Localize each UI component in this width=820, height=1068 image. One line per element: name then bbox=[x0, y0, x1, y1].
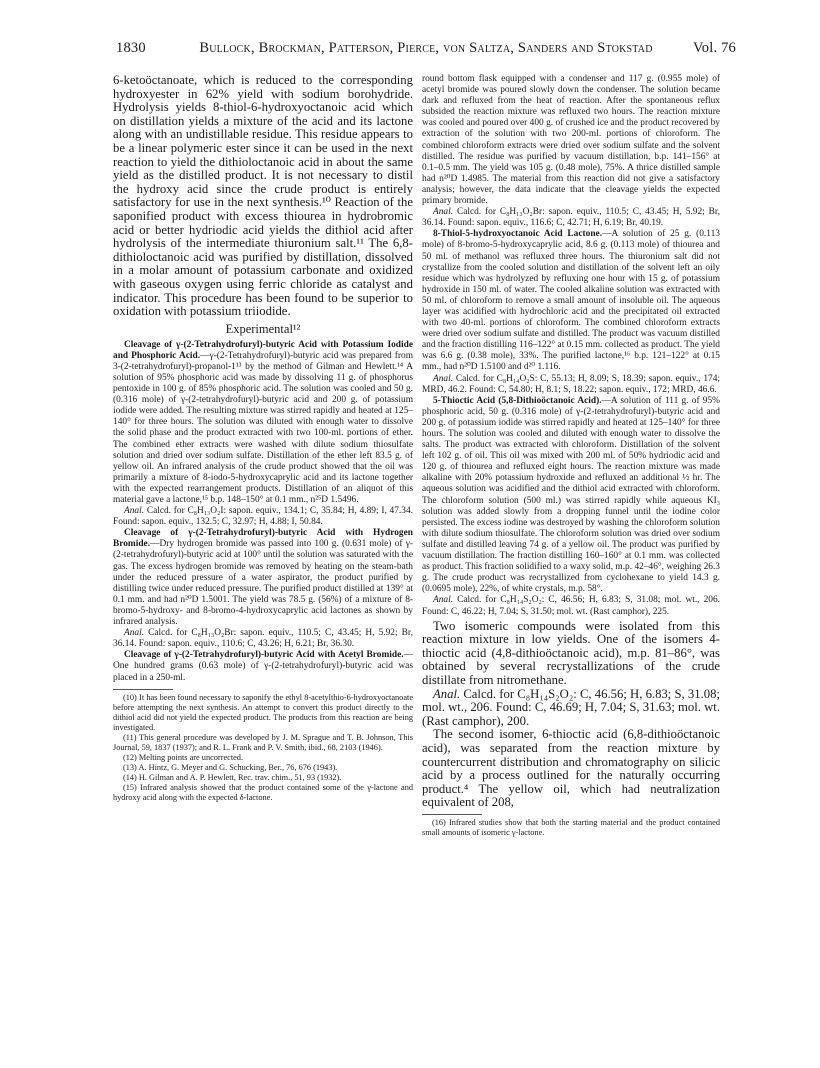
analysis-paragraph bbox=[422, 207, 720, 229]
analysis-text: Calcd. for C₈H₁₃O₂I: sapon. equiv., 134.1; C, 35.84; H, 4.89; I, 47.34. Found: sapon. equiv., 132.5; C, 32.97; H, 4.88; I, 50.84. bbox=[113, 506, 413, 528]
section-heading: 8-Thiol-5-hydroxyoctanoic Acid Lactone. bbox=[433, 229, 603, 240]
footnote-divider bbox=[113, 689, 173, 690]
second-isomer-paragraph: The second isomer, 6-thioctic acid (6,8-dithioöctanoic acid), was separated from the reaction mixture by countercurrent distribution and chromatography on silicic acid by a process outlined for the naturally occurring product.⁴ The yellow oil, which had neutralization equivalent of 208, bbox=[422, 727, 720, 810]
volume-label: Vol. 76 bbox=[692, 40, 736, 56]
running-header bbox=[116, 40, 736, 60]
analysis-paragraph bbox=[422, 374, 720, 396]
continued-paragraph: round bottom flask equipped with a condenser and 117 g. (0.955 mole) of acetyl bromide was poured slowly down the condenser. The solution became dark and refluxed from the heat of reaction. After the spontaneous reflux subsided the reaction mixture was refluxed two hours. The reaction mixture was cooled and poured over 400 g. of crushed ice and the product recovered by extraction of the solution with two 200-ml. portions of chloroform. The combined chloroform extracts were dried over sodium sulfate and the solvent distilled. The residue was purified by vacuum distillation, b.p. 141–156° at 0.1–0.5 mm. The yield was 105 g. (0.48 mole), 75%. A thrice distilled sample had n²⁰D 1.4985. The material from this reaction did not give a satisfactory analysis; however, the data indicate that the cleavage yields the expected primary bromide. bbox=[422, 74, 720, 207]
anal-label: Anal. bbox=[433, 595, 454, 606]
section-potassium-iodide-cleavage bbox=[113, 340, 413, 506]
footnote: (15) Infrared analysis showed that the product contained some of the γ-lactone and hydroxy acid along with the expected δ-lactone. bbox=[113, 782, 413, 802]
section-body: —γ-(2-Tetrahydrofuryl)-butyric acid was prepared from 3-(2-tetrahydrofuryl)-propanol-1¹³ by the method of Gilman and Hewlett.¹⁴ A solution of 95% phosphoric acid was made by dissolving 11 g. of phosphorus pentoxide in 100 g. of 85% phosphoric acid. The solution was cooled and 50 g. (0.316 mole) of γ-(2-tetrahydrofuryl)-butyric acid and 200 g. of potassium iodide were added. The resulting mixture was stirred rapidly and heated at 125–140° for three hours. The solution was diluted with enough water to dissolve the solid phase and the product extracted with two 100-ml. portions of ether. The combined ether extracts were washed with dilute sodium thiosulfate solution and dried over sodium sulfate. Distillation of the ether left 83.5 g. of yellow oil. An infrared analysis of the crude product showed that the oil was primarily a mixture of 8-iodo-5-hydroxycaprylic acid and its lactone together with the expected rearrangement products. Distillation of an aliquot of this material gave a lactone,¹⁵ b.p. 148–150° at 0.1 mm., n²⁵D 1.5496. bbox=[113, 350, 413, 505]
section-hydrogen-bromide-cleavage bbox=[113, 528, 413, 628]
footnote-divider bbox=[422, 814, 482, 815]
isomer-paragraph: Two isomeric compounds were isolated from this reaction mixture in low yields. One of the isomers 4-thioctic acid (4,8-dithioöctanoic acid), m.p. 81–86°, was obtained by several recrystallizations of the crude distillate from nitromethane. bbox=[422, 618, 720, 687]
section-thiol-lactone bbox=[422, 229, 720, 373]
anal-label: Anal. bbox=[433, 207, 454, 218]
analysis-paragraph bbox=[113, 506, 413, 528]
footnotes-left bbox=[113, 693, 413, 803]
analysis-text: Calcd. for C₈H₁₄S₂O₂: C, 46.56; H, 6.83; S, 31.08; mol. wt., 206. Found: C, 46.69; H, 7.04; S, 31.63; mol. wt. (Rast camphor), 200. bbox=[422, 686, 720, 728]
anal-label: Anal. bbox=[124, 628, 145, 639]
anal-label: Anal. bbox=[124, 506, 145, 517]
section-body: —One hundred grams (0.63 mole) of γ-(2-tetrahydrofuryl)-butyric acid was placed in a 250-ml. bbox=[113, 650, 413, 683]
anal-label: Anal. bbox=[433, 686, 461, 701]
footnote: (12) Melting points are uncorrected. bbox=[123, 752, 244, 762]
section-body: —A solution of 25 g. (0.113 mole) of 8-bromo-5-hydroxycaprylic acid, 8.6 g. (0.113 mole) of thiourea and 50 ml. of methanol was refluxed three hours. The thiuronium salt did not crystallize from the cooled solution and distillation of the solvent left an oily residue which was hydrolyzed by refluxing one hour with 15 g. of potassium hydroxide in 150 ml. of water. The cooled alkaline solution was extracted with 50 ml. of chloroform to remove a small amount of insoluble oil. The aqueous layer was acidified with hydrochloric acid and the precipitated oil extracted with two 40-ml. portions of chloroform. The combined chloroform extracts were dried over sodium sulfate and distilled. The product was vacuum distilled and the fraction distilling 116–122° at 0.15 mm. collected as product. The yield was 6.6 g. (0.38 mole), 33%. The purified lactone,¹⁶ b.p. 121–122° at 0.15 mm., had n²⁰D 1.5100 and d²⁰ 1.116. bbox=[422, 229, 720, 373]
section-heading: Cleavage of γ-(2-Tetrahydrofuryl)-butyric Acid with Acetyl Bromide. bbox=[124, 650, 404, 661]
footnote: (13) A. Hintz, G. Meyer and G. Schucking, Ber., 76, 676 (1943). bbox=[123, 762, 338, 772]
analysis-text: Calcd. for C₈H₁₄S₂O₂: C, 46.56; H, 6.83; S, 31.08; mol. wt., 206. Found: C, 46.22; H, 7.04; S, 31.50; mol. wt. (Rast camphor), 225. bbox=[422, 595, 720, 617]
footnote: (14) H. Gilman and A. P. Hewlett, Rec. trav. chim., 51, 93 (1932). bbox=[123, 772, 342, 782]
anal-label: Anal. bbox=[433, 373, 454, 384]
footnote: (11) This general procedure was developed by J. M. Sprague and T. B. Johnson, This Journal, 59, 1837 (1937); and R. L. Frank and P. V. Smith, ibid., 68, 2103 (1946). bbox=[113, 732, 413, 752]
section-heading: Cleavage of γ-(2-Tetrahydrofuryl)-butyric Acid with Potassium Iodide and Phosphoric Acid. bbox=[113, 339, 413, 361]
left-column bbox=[113, 74, 413, 803]
section-body: —Dry hydrogen bromide was passed into 100 g. (0.631 mole) of γ-(2-tetrahydrofuryl)-butyric acid at 100° until the solution was saturated with the gas. The excess hydrogen bromide was removed by heating on the steam-bath under the reduced pressure of a water aspirator, the product purified by distilling twice under reduced pressure. The purified product distilled at 139° at 0.1 mm. and had n²⁰D 1.5001. The yield was 78.5 g. (56%) of a mixture of 8-bromo-5-hydroxy- and 8-bromo-4-hydroxycaprylic acid lactones as shown by infrared analysis. bbox=[113, 539, 413, 628]
analysis-paragraph bbox=[422, 688, 720, 729]
intro-paragraph: 6-ketoöctanoate, which is reduced to the corresponding hydroxyester in 62% yield with sodium borohydride. Hydrolysis yields 8-thiol-6-hydroxyoctanoic acid which on distillation yields a mixture of the acid and its lactone along with an undistillable residue. This residue appears to be a linear polymeric ester since it can be used in the next reaction to yield the dithioloctanoic acid in about the same yield as the distilled product. It is not necessary to distil the hydroxy acid since the crude product is entirely satisfactory for use in the next synthesis.¹⁰ Reaction of the saponified product with excess thiourea in hydrobromic acid or better hydriodic acid yields the dithiol acid after hydrolysis of the intermediate thiuronium salt.¹¹ The 6,8-dithioloctanoic acid was purified by distillation, dissolved in a molar amount of potassium carbonate and oxidized with gaseous oxygen using ferric chloride as catalyst and indicator. This procedure has been found to be superior to oxidation with potassium triiodide. bbox=[113, 73, 413, 319]
section-acetyl-bromide-cleavage bbox=[113, 650, 413, 683]
analysis-paragraph bbox=[422, 595, 720, 617]
section-heading: Cleavage of γ-(2-Tetrahydrofuryl)-butyric Acid with Hydrogen Bromide. bbox=[113, 528, 413, 550]
footnote: (10) It has been found necessary to saponify the ethyl 8-acetylthio-6-hydroxyoctanoate before attempting the next synthesis. An attempt to convert this product directly to the dithiol acid did not yield the expected product. The products from this reaction are being investigated. bbox=[113, 692, 413, 732]
section-5-thioctic-acid bbox=[422, 396, 720, 596]
analysis-paragraph bbox=[113, 628, 413, 650]
page-number: 1830 bbox=[116, 40, 146, 56]
experimental-heading: Experimental¹² bbox=[225, 321, 301, 336]
right-column bbox=[422, 74, 720, 838]
section-heading: 5-Thioctic Acid (5,8-Dithioöctanoic Acid). bbox=[433, 395, 602, 406]
analysis-text: Calcd. for C₈H₁₄O₂S: C, 55.13; H, 8.09; S, 18.39; sapon. equiv., 174; MRD, 46.2. Found: C, 54.80; H, 8.1; S, 18.22; sapon. equiv., 172; MRD, 46.6. bbox=[422, 373, 720, 395]
running-title-authors: Bullock, Brockman, Patterson, Pierce, von Saltza, Sanders and Stokstad bbox=[199, 40, 653, 56]
analysis-text: Calcd. for C₈H₁₃O₂Br: sapon. equiv., 110.5; C, 43.45; H, 5.92; Br, 36.14. Found: sapon. equiv., 116.6; C, 42.71; H, 6.19; Br, 40.19. bbox=[422, 207, 720, 229]
section-body: —A solution of 111 g. of 95% phosphoric acid, 50 g. (0.316 mole) of γ-(2-tetrahydrofuryl)-butyric acid and 200 g. of potassium iodide was stirred rapidly and heated at 125–140° for three hours. The solution was cooled and diluted with enough water to dissolve the salts. The product was extracted with chloroform. Distillation of the solvent left 102 g. of oil. This oil was mixed with 200 ml. of 50% hydriodic acid and 120 g. of thiourea and refluxed eight hours. The reaction mixture was made alkaline with 20% potassium hydroxide and refluxed an additional ½ hr. The aqueous solution was acidified and the dithiol acid extracted with chloroform. The chloroform solution (500 ml.) was stirred rapidly while aqueous KI₃ solution was added slowly from a dropping funnel until the iodine color persisted. The excess iodine was destroyed by washing the chloroform solution with dilute sodium thiosulfate. The chloroform solution was dried over sodium sulfate and distilled leaving 74 g. of a yellow oil. The product was purified by vacuum distillation. The fraction distilling 160–160° at 0.1 mm. was collected as product. This fraction solidified to a waxy solid, m.p. 42–46°, weighing 26.3 g. The crude product was recrystallized from cyclohexane to yield 14.3 g. (0.0695 mole), 22%, of white crystals, m.p. 58°. bbox=[422, 395, 720, 595]
analysis-text: Calcd. for C₈H₁₃O₂Br: sapon. equiv., 110.5; C, 43.45; H, 5.92; Br, 36.14. Found: sapon. equiv., 110.6; C, 43.26; H, 6.21; Br, 36.30. bbox=[113, 628, 413, 650]
footnote: (16) Infrared studies show that both the starting material and the product contained small amounts of isomeric γ-lactone. bbox=[422, 817, 720, 837]
